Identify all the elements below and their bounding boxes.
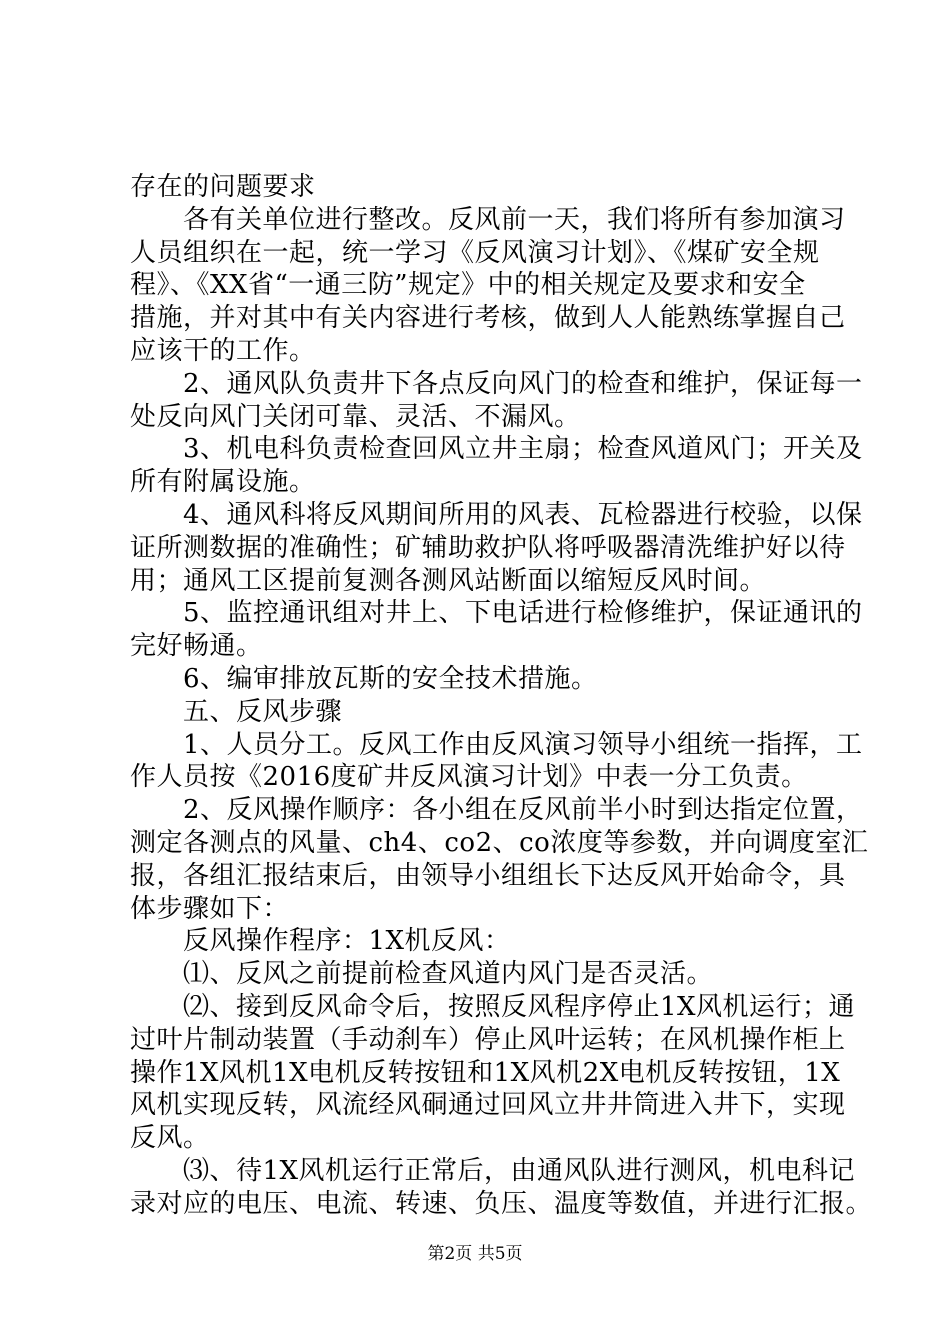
text-line: 6、编审排放瓦斯的安全技术措施。 — [130, 663, 598, 694]
text-line: 报，各组汇报结束后，由领导小组组长下达反风开始命令，具 — [130, 860, 846, 891]
text-line: 反风。 — [130, 1123, 210, 1154]
text-line: 录对应的电压、电流、转速、负压、温度等数值，并进行汇报。 — [130, 1188, 873, 1219]
text-line: 程》、《XX省“一通三防”规定》中的相关规定及要求和安全 — [130, 270, 806, 301]
text-line: 测定各测点的风量、ch4、co2、co浓度等参数，并向调度室汇 — [130, 827, 869, 858]
text-line: 2、通风队负责井下各点反向风门的检查和维护，保证每一 — [130, 368, 863, 399]
text-line: 3、机电科负责检查回风立井主扇；检查风道风门；开关及 — [130, 434, 863, 465]
text-line: ⑶、待1X风机运行正常后，由通风队进行测风，机电科记 — [130, 1155, 856, 1186]
text-line: 5、监控通讯组对井上、下电话进行检修维护，保证通讯的 — [130, 598, 863, 629]
text-line: 操作1X风机1X电机反转按钮和1X风机2X电机反转按钮，1X — [130, 1057, 841, 1088]
text-line: 4、通风科将反风期间所用的风表、瓦检器进行校验，以保 — [130, 499, 863, 530]
text-line: 处反向风门关闭可靠、灵活、不漏风。 — [130, 401, 581, 432]
text-line: 应该干的工作。 — [130, 335, 316, 366]
text-line: 完好畅通。 — [130, 631, 263, 662]
document-body — [130, 171, 873, 1221]
text-line: 1、人员分工。反风工作由反风演习领导小组统一指挥，工 — [130, 729, 863, 760]
text-line: 体步骤如下： — [130, 893, 290, 924]
text-line: 过叶片制动装置（手动刹车）停止风叶运转；在风机操作柜上 — [130, 1024, 846, 1055]
text-line: 所有附属设施。 — [130, 467, 316, 498]
page-number-footer: 第2页 共5页 — [427, 1244, 523, 1264]
text-line: 证所测数据的准确性；矿辅助救护队将呼吸器清洗维护好以待 — [130, 532, 846, 563]
text-line: 人员组织在一起，统一学习《反风演习计划》、《煤矿安全规 — [130, 237, 820, 268]
text-line: 作人员按《2016度矿井反风演习计划》中表一分工负责。 — [130, 762, 808, 793]
text-line: 用；通风工区提前复测各测风站断面以缩短反风时间。 — [130, 565, 767, 596]
section-heading: 五、反风步骤 — [130, 696, 343, 727]
text-line: ⑵、接到反风命令后，按照反风程序停止1X风机运行；通 — [130, 991, 856, 1022]
text-line: 风机实现反转，风流经风硐通过回风立井井筒进入井下，实现 — [130, 1090, 846, 1121]
text-line: 反风操作程序：1X机反风： — [130, 926, 511, 957]
text-line: 措施，并对其中有关内容进行考核，做到人人能熟练掌握自己 — [130, 303, 846, 334]
text-line: ⑴、反风之前提前检查风道内风门是否灵活。 — [130, 959, 714, 990]
text-line: 存在的问题要求 — [130, 172, 316, 202]
text-line: 各有关单位进行整改。反风前一天，我们将所有参加演习 — [130, 204, 846, 235]
text-line: 2、反风操作顺序：各小组在反风前半小时到达指定位置， — [130, 795, 863, 826]
